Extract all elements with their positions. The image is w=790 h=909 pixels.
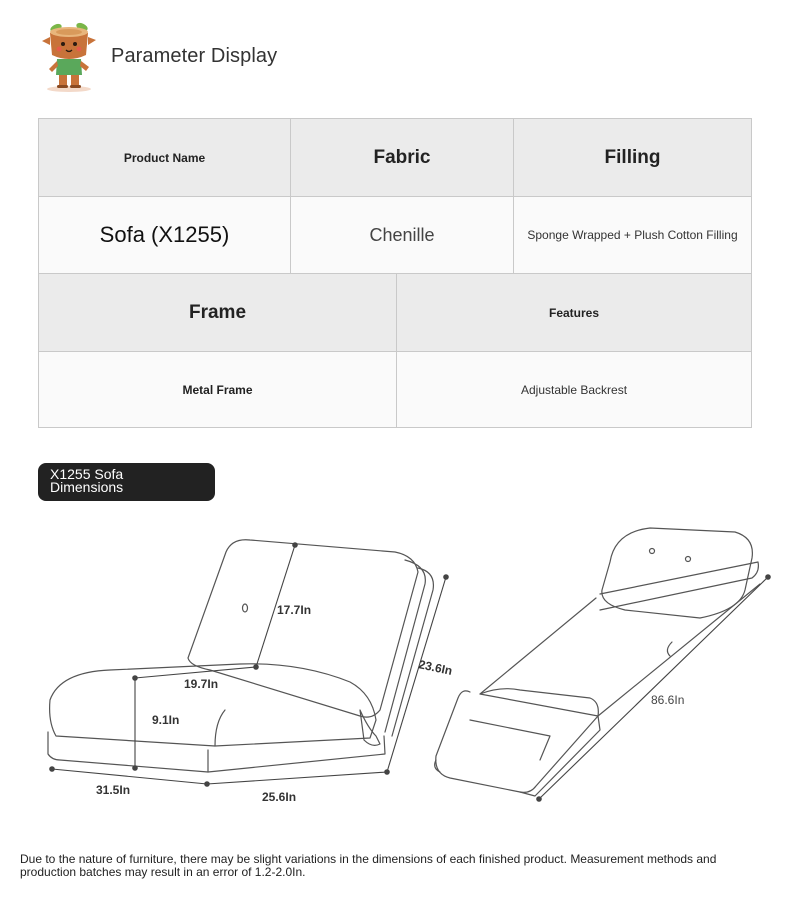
product-name-cell <box>39 197 290 273</box>
sofa-flat-sketch <box>435 528 760 796</box>
page-header <box>38 18 277 94</box>
sofa-upright-sketch <box>48 540 433 772</box>
fabric-cell <box>290 197 513 273</box>
product-name-value: Sofa (X1255) <box>99 222 230 247</box>
frame-cell <box>39 352 396 427</box>
fabric-label: Fabric <box>373 146 431 168</box>
flat-length-label: 86.6In <box>651 693 685 707</box>
frame-value: Metal Frame <box>182 382 253 397</box>
sofa-dimension-drawing <box>0 510 790 810</box>
seat-depth-label: 19.7In <box>184 677 219 691</box>
filling-cell <box>513 197 751 273</box>
product-name-label: Product Name <box>123 150 206 165</box>
page-title: Parameter Display <box>111 44 278 67</box>
table-row <box>39 119 751 196</box>
frame-label: Frame <box>188 301 247 323</box>
disclaimer-text: Due to the nature of furniture, there may be slight variations in the dimensions of each finished product. Measurement methods and production batches may result in an error of 1.2-2.0In. <box>20 852 717 879</box>
table-row <box>39 351 751 427</box>
parameter-table <box>38 118 752 428</box>
product-name-header <box>39 119 290 196</box>
fabric-header <box>290 119 513 196</box>
filling-header <box>513 119 751 196</box>
width-label: 31.5In <box>96 783 131 797</box>
tree-stump-mascot-icon <box>38 19 100 93</box>
frame-header <box>39 274 396 351</box>
features-value: Adjustable Backrest <box>520 382 628 397</box>
table-row <box>39 273 751 351</box>
features-label: Features <box>548 305 600 320</box>
table-row <box>39 196 751 273</box>
pill-line-2: Dimensions <box>50 479 124 495</box>
pill-line-1: X1255 Sofa <box>50 466 124 482</box>
dimensions-pill <box>38 463 215 501</box>
depth-label: 25.6In <box>262 790 297 804</box>
total-height-label: 23.6In <box>417 657 454 679</box>
features-cell <box>396 352 751 427</box>
backrest-height-label: 17.7In <box>277 603 312 617</box>
filling-label: Filling <box>604 146 661 168</box>
fabric-value: Chenille <box>369 224 435 245</box>
seat-height-label: 9.1In <box>152 713 180 727</box>
features-header <box>396 274 751 351</box>
filling-value: Sponge Wrapped + Plush Cotton Filling <box>527 228 738 242</box>
